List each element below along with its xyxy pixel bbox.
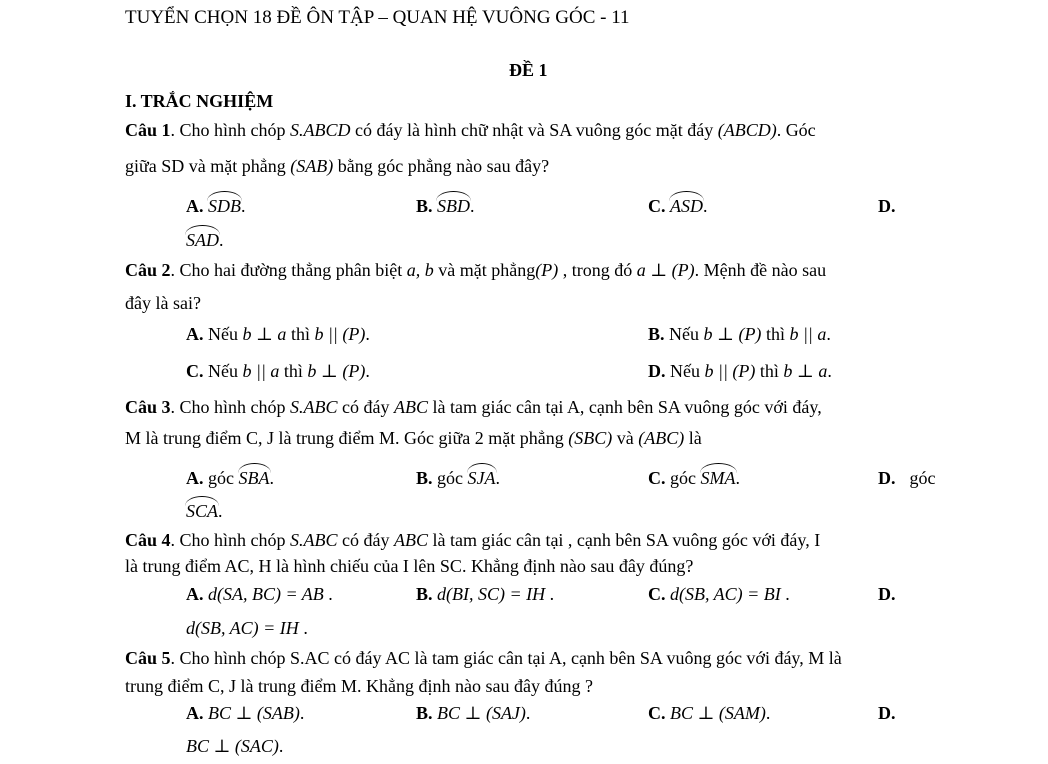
question-5-option-c[interactable]: C. BC ⊥ (SAM). [648, 703, 771, 723]
question-5-label: Câu 5 [125, 648, 171, 668]
exam-number: ĐỀ 1 [509, 60, 548, 80]
question-2-option-a[interactable]: A. Nếu b ⊥ a thì b || (P). [186, 324, 370, 344]
question-1-label: Câu 1 [125, 120, 171, 140]
question-1-line-2: giữa SD và mặt phẳng (SAB) bằng góc phẳng nào sau đây? [125, 156, 550, 176]
question-1-line-1: Câu 1. Cho hình chóp S.ABCD có đáy là hình chữ nhật và SA vuông góc mặt đáy (ABCD). Góc [125, 120, 816, 140]
question-1-option-b[interactable]: B. SBD. [416, 196, 475, 216]
question-4-option-c[interactable]: C. d(SB, AC) = BI . [648, 584, 790, 604]
question-2-line-2: đây là sai? [125, 293, 201, 313]
question-3-option-a[interactable]: A. góc SBA. [186, 468, 274, 488]
question-2-line-1: Câu 2. Cho hai đường thẳng phân biệt a, b và mặt phẳng(P) , trong đó a ⊥ (P). Mệnh đề nào sau [125, 260, 827, 280]
question-4-line-1: Câu 4. Cho hình chóp S.ABC có đáy ABC là tam giác cân tại , cạnh bên SA vuông góc với đáy, I [125, 530, 821, 550]
question-1-option-c[interactable]: C. ASD. [648, 196, 708, 216]
question-3-option-b[interactable]: B. góc SJA. [416, 468, 500, 488]
question-4-line-2: là trung điểm AC, H là hình chiếu của I lên SC. Khẳng định nào sau đây đúng? [125, 556, 694, 576]
question-3-label: Câu 3 [125, 397, 171, 417]
question-5-option-d[interactable]: D. [878, 703, 896, 723]
question-3-option-d-value: SCA. [186, 501, 223, 521]
question-5-option-b[interactable]: B. BC ⊥ (SAJ). [416, 703, 531, 723]
question-4-option-d-value: d(SB, AC) = IH . [186, 618, 308, 638]
question-4-option-b[interactable]: B. d(BI, SC) = IH . [416, 584, 555, 604]
question-3-option-d[interactable]: D. góc [878, 468, 936, 488]
question-4-label: Câu 4 [125, 530, 171, 550]
question-2-option-d[interactable]: D. Nếu b || (P) thì b ⊥ a. [648, 361, 832, 381]
question-2-option-c[interactable]: C. Nếu b || a thì b ⊥ (P). [186, 361, 370, 381]
question-1-option-d[interactable]: D. [878, 196, 896, 216]
document-title: TUYỂN CHỌN 18 ĐỀ ÔN TẬP – QUAN HỆ VUÔNG GÓC - 11 [125, 7, 630, 28]
question-4-option-d[interactable]: D. [878, 584, 896, 604]
question-5-line-2: trung điểm C, J là trung điểm M. Khẳng định nào sau đây đúng ? [125, 676, 593, 696]
section-heading: I. TRẮC NGHIỆM [125, 91, 274, 111]
question-5-line-1: Câu 5. Cho hình chóp S.AC có đáy AC là tam giác cân tại A, cạnh bên SA vuông góc với đáy, M là [125, 648, 842, 668]
question-2-option-b[interactable]: B. Nếu b ⊥ (P) thì b || a. [648, 324, 831, 344]
question-1-option-a[interactable]: A. SDB. [186, 196, 246, 216]
question-1-option-d-value: SAD. [186, 230, 224, 250]
question-2-label: Câu 2 [125, 260, 171, 280]
question-5-option-a[interactable]: A. BC ⊥ (SAB). [186, 703, 305, 723]
question-3-line-2: M là trung điểm C, J là trung điểm M. Góc giữa 2 mặt phẳng (SBC) và (ABC) là [125, 428, 702, 448]
question-5-option-d-value: BC ⊥ (SAC). [186, 736, 284, 756]
question-3-line-1: Câu 3. Cho hình chóp S.ABC có đáy ABC là tam giác cân tại A, cạnh bên SA vuông góc với đáy, [125, 397, 822, 417]
question-4-option-a[interactable]: A. d(SA, BC) = AB . [186, 584, 333, 604]
question-3-option-c[interactable]: C. góc SMA. [648, 468, 740, 488]
